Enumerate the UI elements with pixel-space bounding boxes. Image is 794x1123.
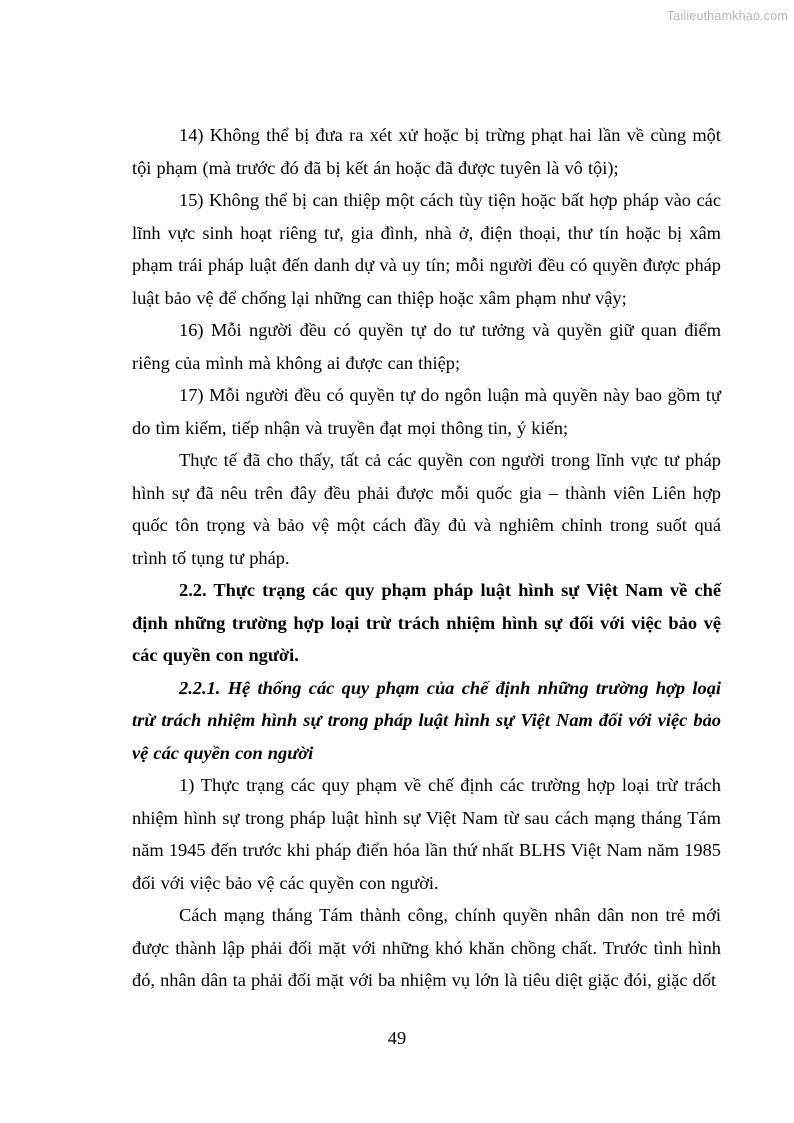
list-item-17: 17) Mỗi người đều có quyền tự do ngôn luận mà quyền này bao gồm tự do tìm kiếm, tiếp nhận và truyền đạt mọi thông tin, ý kiến;: [132, 385, 721, 438]
paragraph-point-1: 1) Thực trạng các quy phạm về chế định các trường hợp loại trừ trách nhiệm hình sự trong pháp luật hình sự Việt Nam từ sau cách mạng tháng Tám năm 1945 đến trước khi pháp điển hóa lần thứ nhất BLHS Việt Nam năm 1985 đối với việc bảo vệ các quyền con người.: [132, 775, 721, 893]
list-item-15: 15) Không thể bị can thiệp một cách tùy tiện hoặc bất hợp pháp vào các lĩnh vực sinh hoạt riêng tư, gia đình, nhà ở, điện thoại, thư tín hoặc bị xâm phạm trái pháp luật đến danh dự và uy tín; mỗi người đều có quyền được pháp luật bảo vệ để chống lại những can thiệp hoặc xâm phạm như vậy;: [132, 190, 721, 308]
list-item-16: 16) Mỗi người đều có quyền tự do tư tưởng và quyền giữ quan điểm riêng của mình mà không ai được can thiệp;: [132, 320, 721, 373]
paragraph-august-revolution: Cách mạng tháng Tám thành công, chính quyền nhân dân non trẻ mới được thành lập phải đối mặt với những khó khăn chồng chất. Trước tình hình đó, nhân dân ta phải đối mặt với ba nhiệm vụ lớn là tiêu diệt giặc đói, giặc dốt: [132, 905, 721, 990]
section-heading-2-2: 2.2. Thực trạng các quy phạm pháp luật hình sự Việt Nam về chế định những trường hợp loại trừ trách nhiệm hình sự đối với việc bảo vệ các quyền con người.: [132, 580, 721, 665]
paragraph-summary: Thực tế đã cho thấy, tất cả các quyền con người trong lĩnh vực tư pháp hình sự đã nêu trên đây đều phải được mỗi quốc gia – thành viên Liên hợp quốc tôn trọng và bảo vệ một cách đầy đủ và nghiêm chỉnh trong suốt quá trình tố tụng tư pháp.: [132, 450, 721, 568]
list-item-14: 14) Không thể bị đưa ra xét xử hoặc bị trừng phạt hai lần về cùng một tội phạm (mà trước đó đã bị kết án hoặc đã được tuyên là vô tội);: [132, 125, 721, 178]
subsection-heading-2-2-1: 2.2.1. Hệ thống các quy phạm của chế định những trường hợp loại trừ trách nhiệm hình sự trong pháp luật hình sự Việt Nam đối với việc bảo vệ các quyền con người: [132, 677, 721, 763]
watermark: Tailieuthamkhao.com: [666, 9, 788, 23]
document-body: [132, 119, 721, 997]
page-number: 49: [387, 1028, 407, 1048]
